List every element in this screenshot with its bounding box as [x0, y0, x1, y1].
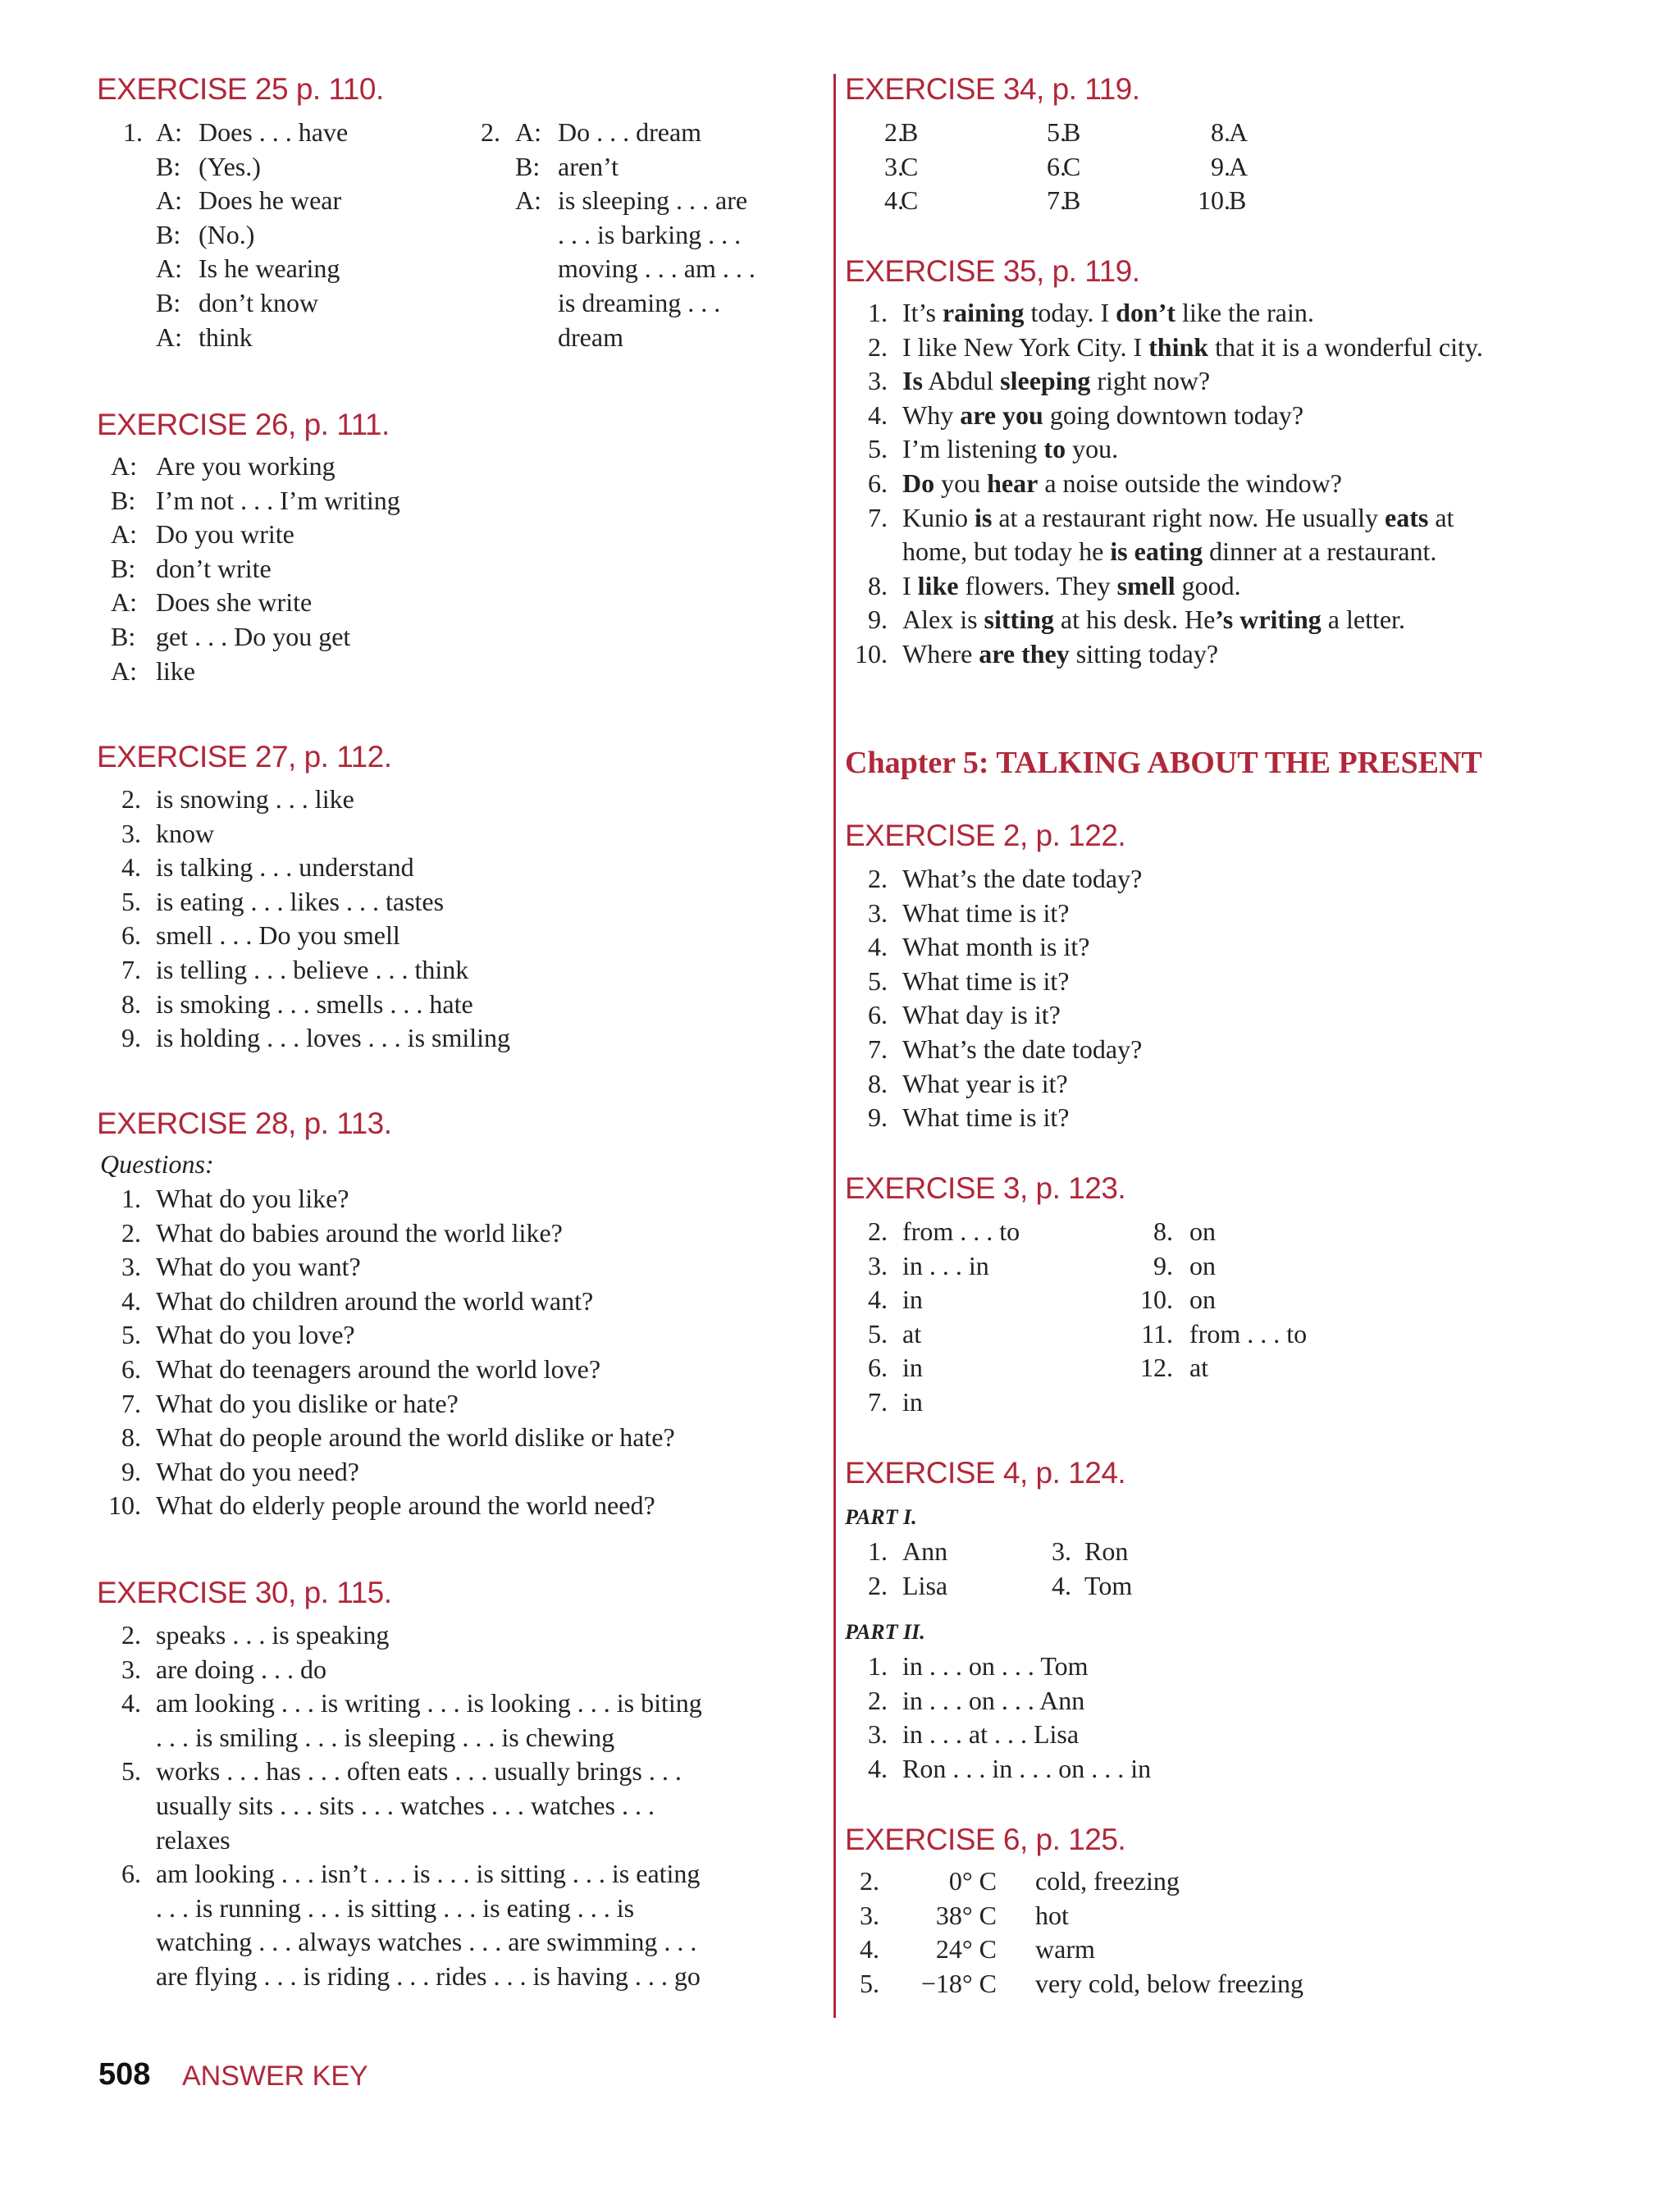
sentence-part: right now? — [1090, 366, 1211, 396]
dialogue-speaker: A: — [156, 322, 182, 352]
dialogue-speaker: B: — [111, 622, 136, 651]
item-number: 3. — [884, 151, 904, 181]
question-number: 4. — [121, 1285, 141, 1316]
sentence — [902, 398, 1303, 432]
exercise-heading: EXERCISE 30, p. 115. — [97, 1576, 392, 1609]
dialogue-text: I’m not . . . I’m writing — [156, 485, 400, 515]
emphasized-word: like — [917, 570, 959, 600]
sentence-part: you — [934, 468, 988, 498]
question-text: What month is it? — [902, 932, 1090, 962]
question-text: What do teenagers around the world love? — [156, 1354, 601, 1384]
sentence-part: Kunio — [902, 502, 975, 532]
sentence-part: today. I — [1024, 298, 1116, 327]
emphasized-word: are they — [979, 639, 1070, 669]
sentence-part: flowers. They — [958, 570, 1117, 600]
exercise-heading: EXERCISE 28, p. 113. — [97, 1107, 392, 1140]
answer-number: 2. — [121, 1620, 141, 1650]
emphasized-word: don’t — [1116, 298, 1176, 327]
emphasized-word: is eating — [1110, 536, 1203, 567]
question-text: What year is it? — [902, 1068, 1068, 1098]
answer-text: in . . . on . . . Ann — [902, 1685, 1085, 1715]
dialogue-text: think — [199, 322, 253, 352]
answer-text: know — [156, 818, 215, 848]
sentence — [902, 568, 1241, 603]
dialogue-speaker: A: — [156, 117, 182, 147]
answer-number: 6. — [868, 1353, 888, 1383]
exercise-heading: EXERCISE 34, p. 119. — [845, 72, 1140, 106]
question-number: 2. — [868, 864, 888, 893]
question-text: What do children around the world want? — [156, 1285, 594, 1316]
answer-text: watching . . . always watches . . . are swimming . . . — [156, 1927, 697, 1957]
emphasized-word: Do — [902, 468, 935, 498]
item-number: 5. — [860, 1968, 879, 1998]
emphasized-word: ’s writing — [1215, 605, 1322, 635]
answer-number: 4. — [868, 1285, 888, 1315]
question-number: 7. — [121, 1388, 141, 1418]
answer-letter: B — [901, 117, 919, 147]
dialogue-speaker: B: — [111, 553, 136, 583]
sentence-part: It’s — [902, 298, 943, 327]
exercise-heading: EXERCISE 25 p. 110. — [97, 72, 384, 106]
dialogue-text: Is he wearing — [199, 253, 340, 284]
dialogue-text: dream — [558, 322, 623, 352]
answer-number: 10. — [1140, 1285, 1173, 1315]
answer-number: 5. — [121, 886, 141, 916]
sentence-part: like the rain. — [1176, 298, 1314, 327]
dialogue-text: like — [156, 655, 195, 686]
sentence — [902, 431, 1118, 466]
dialogue-text: (No.) — [199, 219, 255, 249]
question-number: 10. — [108, 1490, 141, 1521]
item-number: 4. — [1052, 1570, 1071, 1600]
answer-name: Ann — [902, 1536, 948, 1566]
exercise-heading: EXERCISE 4, p. 124. — [845, 1456, 1126, 1490]
temperature: 24° C — [935, 1934, 997, 1965]
sentence-part: a noise outside the window? — [1038, 468, 1342, 498]
question-text: What time is it? — [902, 965, 1070, 996]
item-number: 2. — [481, 117, 500, 147]
emphasized-word: sleeping — [1000, 366, 1091, 396]
dialogue-text: . . . is barking . . . — [558, 219, 742, 249]
answer-number: 6. — [121, 920, 141, 951]
dialogue-speaker: A: — [515, 185, 541, 216]
emphasized-word: eats — [1385, 502, 1429, 532]
sentence-part: I — [902, 570, 918, 600]
temperature-description: hot — [1035, 1900, 1069, 1930]
answer-letter: A — [1229, 117, 1249, 147]
dialogue-text: Does she write — [156, 587, 313, 618]
dialogue-speaker: A: — [111, 587, 137, 618]
running-footer: ANSWER KEY — [182, 2060, 368, 2092]
answer-text: from . . . to — [1189, 1318, 1308, 1349]
dialogue-text: Does . . . have — [199, 117, 349, 147]
answer-letter: A — [1229, 151, 1249, 181]
item-number: 3. — [860, 1900, 879, 1930]
item-number: 1. — [123, 117, 143, 147]
answer-text: are doing . . . do — [156, 1654, 326, 1684]
answer-number: 9. — [1153, 1250, 1173, 1280]
sentence-part: at a restaurant right now. He usually — [992, 502, 1386, 532]
item-number: 1. — [868, 298, 888, 327]
dialogue-text: don’t know — [199, 288, 319, 317]
answer-number: 9. — [121, 1023, 141, 1053]
temperature-description: very cold, below freezing — [1035, 1968, 1303, 1998]
answer-number: 4. — [121, 852, 141, 883]
sentence-part: a letter. — [1321, 605, 1405, 635]
exercise-heading: EXERCISE 26, p. 111. — [97, 408, 390, 441]
answer-number: 2. — [868, 1685, 888, 1715]
question-number: 5. — [121, 1320, 141, 1350]
answer-number: 3. — [868, 1719, 888, 1750]
answer-text: in — [902, 1387, 923, 1417]
answer-number: 7. — [868, 1387, 888, 1417]
answer-text: speaks . . . is speaking — [156, 1620, 390, 1650]
answer-text: is smoking . . . smells . . . hate — [156, 988, 473, 1019]
sentence — [902, 602, 1405, 637]
question-text: What’s the date today? — [902, 1034, 1143, 1064]
question-number: 8. — [121, 1422, 141, 1453]
answer-number: 8. — [1153, 1216, 1173, 1246]
answer-letter: B — [1063, 185, 1081, 216]
emphasized-word: is — [975, 502, 993, 532]
exercise-heading: EXERCISE 2, p. 122. — [845, 819, 1126, 852]
sentence-part: you. — [1066, 434, 1119, 464]
answer-text: is eating . . . likes . . . tastes — [156, 886, 445, 916]
sentence-part: I’m listening — [902, 434, 1044, 464]
answer-name: Tom — [1084, 1570, 1133, 1600]
answer-text: in — [902, 1353, 923, 1383]
sentence-part: dinner at a restaurant. — [1203, 536, 1437, 567]
answer-text: is holding . . . loves . . . is smiling — [156, 1023, 511, 1053]
question-number: 3. — [868, 897, 888, 928]
dialogue-text: aren’t — [558, 151, 619, 181]
answer-text: is talking . . . understand — [156, 852, 414, 883]
sentence-part: I like New York City. I — [902, 331, 1149, 362]
emphasized-word: think — [1148, 331, 1209, 362]
question-number: 3. — [121, 1252, 141, 1282]
sentence-part: going downtown today? — [1043, 399, 1304, 430]
exercise-heading: EXERCISE 3, p. 123. — [845, 1171, 1126, 1205]
item-number: 2. — [868, 1570, 888, 1600]
answer-number: 8. — [121, 988, 141, 1019]
dialogue-text: (Yes.) — [199, 151, 261, 181]
answer-text: in — [902, 1285, 923, 1315]
dialogue-speaker: A: — [111, 451, 137, 481]
dialogue-text: is dreaming . . . — [558, 288, 721, 317]
sentence — [902, 500, 1454, 535]
answer-text: in . . . in — [902, 1250, 989, 1280]
emphasized-word: sitting — [984, 605, 1054, 635]
answer-text: in . . . on . . . Tom — [902, 1651, 1089, 1681]
sentence-part: at — [1428, 502, 1454, 532]
question-text: What do you dislike or hate? — [156, 1388, 459, 1418]
item-number: 10. — [1198, 185, 1230, 216]
question-text: What’s the date today? — [902, 864, 1143, 893]
answer-text: in . . . at . . . Lisa — [902, 1719, 1080, 1750]
dialogue-text: is sleeping . . . are — [558, 185, 748, 216]
answer-text: smell . . . Do you smell — [156, 920, 400, 951]
emphasized-word: smell — [1116, 570, 1176, 600]
question-text: What do babies around the world like? — [156, 1217, 563, 1248]
sentence — [902, 466, 1342, 500]
column-divider — [833, 74, 836, 2018]
answer-number: 3. — [868, 1250, 888, 1280]
answer-letter: C — [901, 185, 919, 216]
answer-number: 4. — [868, 1753, 888, 1783]
temperature: −18° C — [920, 1968, 997, 1998]
question-number: 7. — [868, 1034, 888, 1064]
answer-text: is snowing . . . like — [156, 784, 354, 814]
item-number: 6. — [1047, 151, 1066, 181]
answer-text: Ron . . . in . . . on . . . in — [902, 1753, 1152, 1783]
item-number: 7. — [868, 502, 888, 532]
question-text: What time is it? — [902, 1102, 1070, 1133]
answer-text: on — [1189, 1216, 1216, 1246]
answer-name: Lisa — [902, 1570, 948, 1600]
emphasized-word: raining — [942, 298, 1025, 327]
question-text: What do people around the world dislike or hate? — [156, 1422, 675, 1453]
temperature-description: cold, freezing — [1035, 1866, 1180, 1896]
sentence-part: Abdul — [922, 366, 1001, 396]
emphasized-word: to — [1043, 434, 1066, 464]
answer-number: 5. — [868, 1318, 888, 1349]
dialogue-text: moving . . . am . . . — [558, 253, 756, 284]
answer-text: is telling . . . believe . . . think — [156, 955, 469, 984]
temperature: 38° C — [935, 1900, 997, 1930]
item-number: 6. — [868, 468, 888, 498]
item-number: 9. — [1211, 151, 1230, 181]
question-text: What do you like? — [156, 1184, 349, 1213]
answer-number: 4. — [121, 1688, 141, 1718]
question-number: 6. — [121, 1354, 141, 1384]
sentence-part: Why — [902, 399, 961, 430]
dialogue-text: Does he wear — [199, 185, 342, 216]
answer-text: from . . . to — [902, 1216, 1020, 1246]
sentence-part: good. — [1175, 570, 1241, 600]
question-text: What do you need? — [156, 1456, 359, 1486]
answer-text: usually sits . . . sits . . . watches . . . watches . . . — [156, 1791, 655, 1820]
part-label: PART I. — [845, 1505, 917, 1529]
answer-number: 2. — [868, 1216, 888, 1246]
dialogue-speaker: B: — [156, 151, 181, 181]
answer-text: am looking . . . is writing . . . is looking . . . is biting — [156, 1688, 702, 1718]
emphasized-word: hear — [987, 468, 1039, 498]
chapter-title: Chapter 5: TALKING ABOUT THE PRESENT — [845, 746, 1482, 780]
answer-number: 7. — [121, 955, 141, 984]
question-text: What time is it? — [902, 897, 1070, 928]
answer-text: works . . . has . . . often eats . . . usually brings . . . — [156, 1756, 682, 1787]
dialogue-speaker: A: — [111, 519, 137, 550]
sentence-part: home, but today he — [902, 536, 1111, 567]
answer-text: . . . is smiling . . . is sleeping . . . is chewing — [156, 1722, 615, 1752]
dialogue-speaker: B: — [515, 151, 541, 181]
answer-number: 5. — [121, 1756, 141, 1787]
item-number: 2. — [884, 117, 904, 147]
question-number: 4. — [868, 932, 888, 962]
answer-text: on — [1189, 1250, 1216, 1280]
item-number: 2. — [868, 331, 888, 362]
question-number: 1. — [121, 1184, 141, 1213]
answer-number: 3. — [121, 1654, 141, 1684]
sentence — [902, 363, 1210, 398]
part-label: PART II. — [845, 1620, 925, 1644]
dialogue-speaker: A: — [156, 185, 182, 216]
answer-text: on — [1189, 1285, 1216, 1315]
sentence — [902, 534, 1436, 568]
answer-text: are flying . . . is riding . . . rides . . . is having . . . go — [156, 1961, 701, 1991]
item-number: 1. — [868, 1536, 888, 1566]
sentence-part: sitting today? — [1069, 639, 1219, 669]
answer-letter: B — [1063, 117, 1081, 147]
sentence — [902, 330, 1483, 364]
sentence — [902, 637, 1218, 671]
answer-number: 2. — [121, 784, 141, 814]
sentence — [902, 295, 1314, 330]
answer-letter: C — [1063, 151, 1081, 181]
item-number: 3. — [1052, 1536, 1071, 1566]
question-text: What day is it? — [902, 1000, 1061, 1030]
dialogue-text: get . . . Do you get — [156, 622, 351, 651]
question-text: What do elderly people around the world need? — [156, 1490, 655, 1521]
item-number: 3. — [868, 366, 888, 396]
item-number: 10. — [855, 639, 888, 669]
item-number: 4. — [868, 399, 888, 430]
dialogue-speaker: B: — [111, 485, 136, 515]
item-number: 9. — [868, 605, 888, 635]
answer-number: 12. — [1140, 1353, 1173, 1383]
question-number: 5. — [868, 965, 888, 996]
answer-number: 1. — [868, 1651, 888, 1681]
answer-text: at — [902, 1318, 922, 1349]
sentence-part: at his desk. He — [1053, 605, 1216, 635]
exercise-heading: EXERCISE 27, p. 112. — [97, 740, 392, 774]
answer-letter: C — [901, 151, 919, 181]
question-text: What do you love? — [156, 1320, 355, 1350]
answer-number: 6. — [121, 1859, 141, 1889]
dialogue-speaker: A: — [515, 117, 541, 147]
question-number: 9. — [868, 1102, 888, 1133]
sentence-part: that it is a wonderful city. — [1208, 331, 1483, 362]
question-number: 8. — [868, 1068, 888, 1098]
item-number: 4. — [884, 185, 904, 216]
answer-number: 3. — [121, 818, 141, 848]
item-number: 7. — [1047, 185, 1066, 216]
item-number: 8. — [1211, 117, 1230, 147]
exercise-heading: EXERCISE 6, p. 125. — [845, 1823, 1126, 1856]
temperature-description: warm — [1035, 1934, 1095, 1965]
question-text: What do you want? — [156, 1252, 361, 1282]
dialogue-text: Do . . . dream — [558, 117, 702, 147]
item-number: 8. — [868, 570, 888, 600]
dialogue-text: Do you write — [156, 519, 294, 550]
dialogue-speaker: A: — [111, 655, 137, 686]
item-number: 2. — [860, 1866, 879, 1896]
temperature: 0° C — [948, 1866, 997, 1896]
answer-number: 11. — [1141, 1318, 1173, 1349]
question-number: 2. — [121, 1217, 141, 1248]
question-number: 6. — [868, 1000, 888, 1030]
item-number: 5. — [1047, 117, 1066, 147]
sentence-part: Alex is — [902, 605, 984, 635]
answer-name: Ron — [1084, 1536, 1129, 1566]
item-number: 4. — [860, 1934, 879, 1965]
dialogue-text: don’t write — [156, 553, 272, 583]
exercise-heading: EXERCISE 35, p. 119. — [845, 254, 1140, 288]
page-number: 508 — [98, 2057, 151, 2092]
questions-label: Questions: — [100, 1149, 214, 1179]
answer-letter: B — [1229, 185, 1247, 216]
emphasized-word: Is — [902, 366, 923, 396]
item-number: 5. — [868, 434, 888, 464]
answer-text: am looking . . . isn’t . . . is . . . is sitting . . . is eating — [156, 1859, 701, 1889]
sentence-part: Where — [902, 639, 979, 669]
dialogue-speaker: B: — [156, 288, 181, 317]
answer-text: relaxes — [156, 1824, 231, 1855]
answer-text: . . . is running . . . is sitting . . . is eating . . . is — [156, 1892, 635, 1923]
dialogue-speaker: B: — [156, 219, 181, 249]
dialogue-speaker: A: — [156, 253, 182, 284]
answer-text: at — [1189, 1353, 1209, 1383]
dialogue-text: Are you working — [156, 451, 336, 481]
question-number: 9. — [121, 1456, 141, 1486]
emphasized-word: are you — [960, 399, 1043, 430]
